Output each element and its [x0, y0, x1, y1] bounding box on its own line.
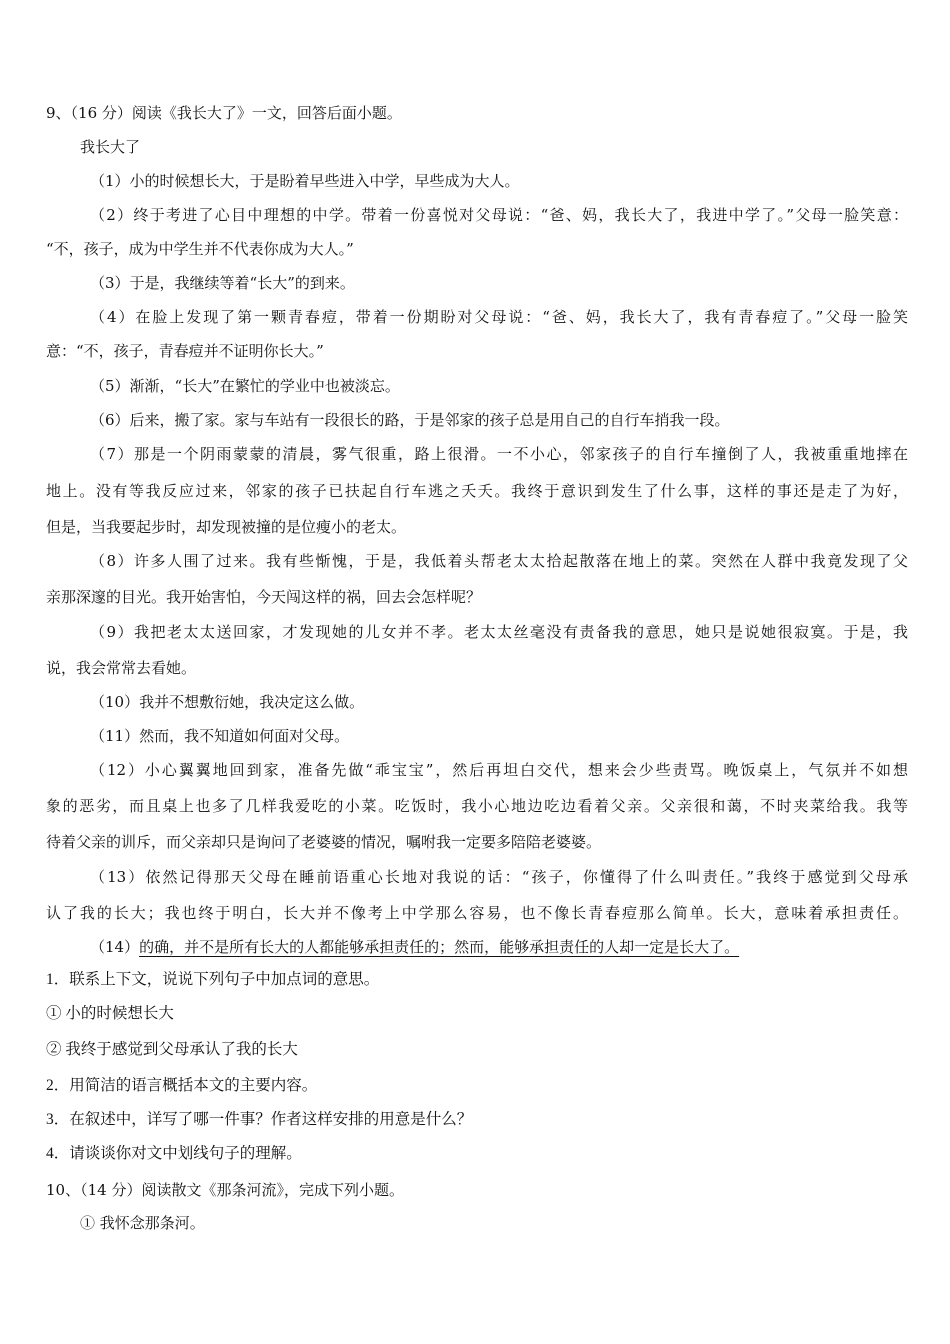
article-title: 我长大了 — [80, 138, 141, 156]
question-3: 3．在叙述中，详写了哪一件事？作者这样安排的用意是什么？ — [46, 1111, 473, 1128]
question-10-heading: 10、（14 分）阅读散文《那条河流》，完成下列小题。 — [46, 1181, 404, 1199]
paragraph-7-line-3: 但是，当我要起步时，却发现被撞的是位瘦小的老太。 — [46, 518, 407, 536]
question-1-item-b: ② 我终于感觉到父母承认了我的长大 — [46, 1041, 298, 1058]
paragraph-9-line-2: 说，我会常常去看她。 — [46, 659, 197, 677]
paragraph-8-line-2: 亲那深邃的目光。我开始害怕，今天闯这样的祸，回去会怎样呢？ — [46, 588, 482, 606]
paragraph-12-line-1: （12）小心翼翼地回到家，准备先做“乖宝宝”，然后再坦白交代，想来会少些责骂。晚饭桌上，气氛并不如想 — [90, 761, 908, 779]
question-4: 4．请谈谈你对文中划线句子的理解。 — [46, 1145, 302, 1162]
paragraph-2-line-1: （2）终于考进了心目中理想的中学。带着一份喜悦对父母说：“爸、妈，我长大了，我进中学了。”父母一脸笑意： — [90, 206, 908, 224]
paragraph-14 — [90, 937, 908, 957]
question-2: 2．用简洁的语言概括本文的主要内容。 — [46, 1077, 318, 1094]
paragraph-11: （11）然而，我不知道如何面对父母。 — [90, 727, 350, 745]
paragraph-7-line-2: 地上。没有等我反应过来，邻家的孩子已扶起自行车逃之夭夭。我终于意识到发生了什么事，这样的事还是走了为好， — [46, 482, 908, 500]
paragraph-1: （1）小的时候想长大，于是盼着早些进入中学，早些成为大人。 — [90, 172, 520, 190]
paragraph-6: （6）后来，搬了家。家与车站有一段很长的路，于是邻家的孩子总是用自己的自行车捎我一段。 — [90, 411, 730, 429]
paragraph-4-line-1: （4）在脸上发现了第一颗青春痘，带着一份期盼对父母说：“爸、妈，我长大了，我有青春痘了。”父母一脸笑 — [90, 308, 908, 326]
question-1: 1．联系上下文，说说下列句子中加点词的意思。 — [46, 971, 380, 988]
paragraph-12-line-2: 象的恶劣，而且桌上也多了几样我爱吃的小菜。吃饭时，我小心地边吃边看着父亲。父亲很和蔼，不时夹菜给我。我等 — [46, 797, 908, 815]
paragraph-13-line-1: （13）依然记得那天父母在睡前语重心长地对我说的话：“孩子，你懂得了什么叫责任。”我终于感觉到父母承 — [90, 868, 908, 886]
paragraph-7-line-1: （7）那是一个阴雨蒙蒙的清晨，雾气很重，路上很滑。一不小心，邻家孩子的自行车撞倒了人，我被重重地摔在 — [90, 445, 908, 463]
paragraph-9-line-1: （9）我把老太太送回家，才发现她的儿女并不孝。老太太丝毫没有责备我的意思，她只是说她很寂寞。于是，我 — [90, 623, 908, 641]
paragraph-5: （5）渐渐，“长大”在繁忙的学业中也被淡忘。 — [90, 377, 400, 395]
question-10-first-paragraph: ① 我怀念那条河。 — [80, 1214, 205, 1232]
paragraph-3: （3）于是，我继续等着“长大”的到来。 — [90, 274, 355, 292]
paragraph-2-line-2: “不，孩子，成为中学生并不代表你成为大人。” — [46, 240, 354, 258]
paragraph-10: （10）我并不想敷衍她，我决定这么做。 — [90, 693, 365, 711]
paragraph-4-line-2: 意：“不，孩子，青春痘并不证明你长大。” — [46, 342, 324, 360]
paragraph-12-line-3: 待着父亲的训斥，而父亲却只是询问了老婆婆的情况，嘱咐我一定要多陪陪老婆婆。 — [46, 833, 602, 851]
paragraph-13-line-2: 认了我的长大；我也终于明白，长大并不像考上中学那么容易，也不像长青春痘那么简单。长大，意味着承担责任。 — [46, 904, 908, 922]
paragraph-14-label: （14） — [90, 938, 140, 956]
question-9-heading: 9、（16 分）阅读《我长大了》一文，回答后面小题。 — [46, 104, 402, 122]
underlined-sentence: 的确，并不是所有长大的人都能够承担责任的；然而，能够承担责任的人却一定是长大了。 — [139, 938, 740, 956]
paragraph-8-line-1: （8）许多人围了过来。我有些惭愧，于是，我低着头帮老太太拾起散落在地上的菜。突然在人群中我竟发现了父 — [90, 552, 908, 570]
question-1-item-a: ① 小的时候想长大 — [46, 1005, 174, 1022]
